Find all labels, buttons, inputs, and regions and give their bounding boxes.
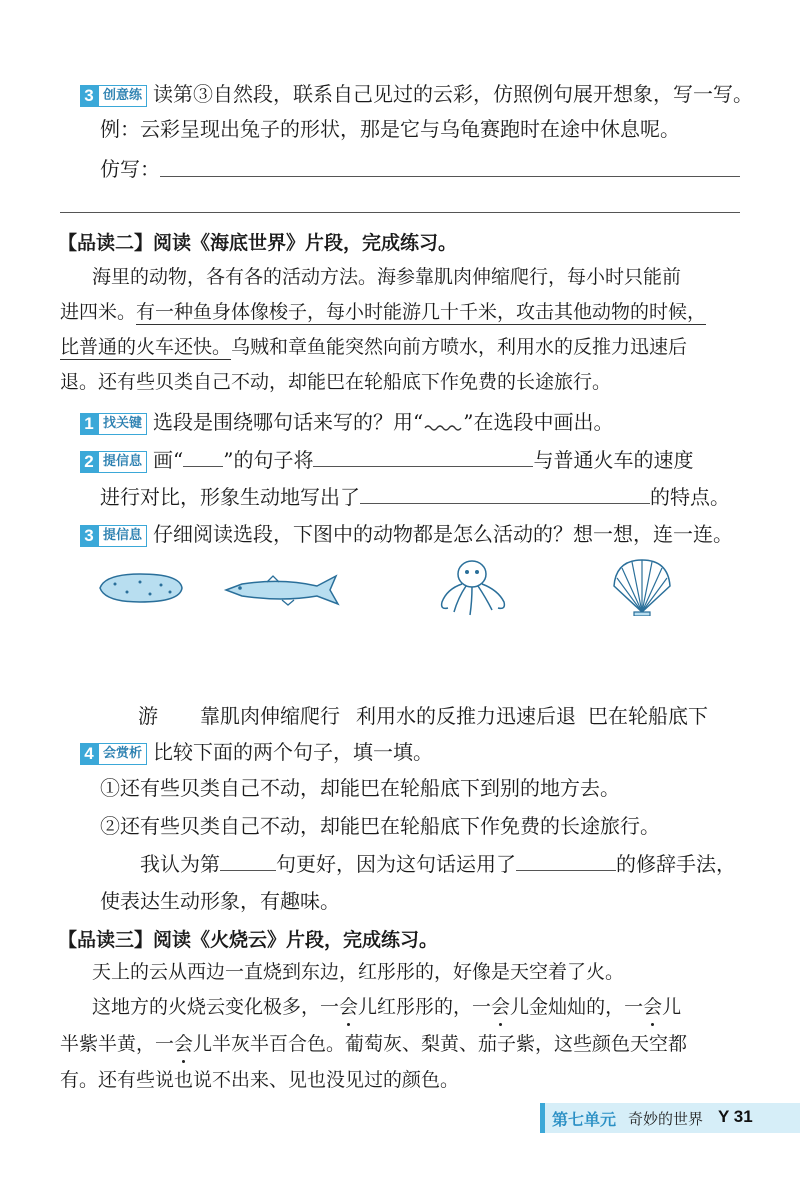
- answer-blank[interactable]: [360, 483, 650, 504]
- passage-line: [60, 1030, 687, 1058]
- question-text: ”在选段中画出。: [463, 410, 614, 434]
- question-tag: 提信息: [98, 525, 147, 547]
- passage-line: [60, 333, 687, 361]
- unit-label: 第七单元: [552, 1110, 617, 1129]
- answer-blank[interactable]: [313, 446, 533, 467]
- question-text: 比较下面的两个句子，填一填。: [153, 740, 434, 764]
- question-3-creative: [80, 80, 753, 108]
- question-text: 仔细阅读选段，下图中的动物都是怎么活动的？想一想，连一连。: [153, 522, 734, 546]
- question-text: 进行对比，形象生动地写出了: [100, 485, 360, 509]
- section-heading: 【品读二】阅读《海底世界》片段，完成练习。: [58, 232, 458, 254]
- question-text: 的修辞手法，: [616, 852, 736, 876]
- question-text: 我认为第: [140, 852, 220, 876]
- question-text: 选段是围绕哪句话来写的？用“: [153, 410, 424, 434]
- unit-title: 奇妙的世界: [628, 1110, 704, 1128]
- answer-line[interactable]: [60, 212, 740, 213]
- shell-icon[interactable]: [608, 556, 676, 616]
- question-number: 3: [80, 85, 98, 107]
- question-4: [80, 738, 433, 766]
- question-text: 句更好，因为这句话运用了: [276, 852, 516, 876]
- q4-answer-line2: 使表达生动形象，有趣味。: [100, 889, 340, 913]
- sea-cucumber-icon[interactable]: [95, 568, 185, 608]
- dotted-word: 一会儿: [472, 996, 530, 1018]
- page-number: Y 31: [718, 1107, 753, 1126]
- passage-text: 进四米。: [60, 301, 137, 323]
- question-tag: 提信息: [98, 451, 147, 473]
- question-text: ”的句子将: [223, 448, 314, 472]
- sentence-1: ①还有些贝类自己不动，却能巴在轮船底下到别的地方去。: [100, 776, 620, 800]
- sentence-2: ②还有些贝类自己不动，却能巴在轮船底下作免费的长途旅行。: [100, 814, 660, 838]
- dotted-word: 一会儿: [155, 1033, 213, 1055]
- question-tag: 找关键: [98, 413, 147, 435]
- answer-line[interactable]: [160, 176, 740, 177]
- question-number: 3: [80, 525, 98, 547]
- dotted-word: 一会儿: [320, 996, 378, 1018]
- passage-text: 金灿灿的，: [529, 996, 625, 1018]
- passage-line: [92, 993, 681, 1021]
- answer-blank[interactable]: [220, 850, 276, 871]
- underline-sample: [183, 446, 223, 467]
- question-text: 的特点。: [650, 485, 730, 509]
- underlined-sentence: 有一种鱼身体像梭子，每小时能游几十千米，攻击其他动物的时候，: [136, 301, 707, 323]
- answer-blank[interactable]: [516, 850, 616, 871]
- passage-text: 半灰半百合色。葡萄灰、梨黄、茄子紫，这些颜色天空都: [212, 1033, 688, 1055]
- passage-text: 乌贼和章鱼能突然向前方喷水，利用水的反推力迅速后: [231, 336, 688, 358]
- question-3-info: [80, 520, 733, 548]
- question-1: [80, 408, 613, 436]
- question-2: [80, 446, 693, 474]
- example-sentence: 例：云彩呈现出兔子的形状，那是它与乌龟赛跑时在途中休息呢。: [100, 117, 680, 141]
- footer-accent-bar: [540, 1103, 545, 1133]
- question-2-line2: [100, 483, 730, 511]
- passage-line: 海里的动物，各有各的活动方法。海参靠肌肉伸缩爬行，每小时只能前: [92, 266, 682, 288]
- underlined-sentence: 比普通的火车还快。: [60, 336, 232, 358]
- passage-text: 半紫半黄，: [60, 1033, 156, 1055]
- passage-text: 这地方的火烧云变化极多，: [92, 996, 321, 1018]
- question-number: 4: [80, 743, 98, 765]
- write-label: 仿写：: [100, 157, 160, 181]
- passage-line: 天上的云从西边一直烧到东边，红彤彤的，好像是天空着了火。: [92, 961, 625, 983]
- passage-line: [60, 298, 706, 326]
- fish-icon[interactable]: [222, 572, 342, 608]
- option-attach[interactable]: 巴在轮船底下: [588, 704, 708, 728]
- question-text: 读第③自然段，联系自己见过的云彩，仿照例句展开想象，写一写。: [153, 82, 754, 106]
- option-swim[interactable]: 游: [138, 704, 158, 728]
- option-jet[interactable]: 利用水的反推力迅速后退: [356, 704, 576, 728]
- dotted-word: 一会儿: [624, 996, 682, 1018]
- q4-answer-line: [140, 850, 736, 878]
- octopus-icon[interactable]: [432, 556, 512, 618]
- page-footer: [540, 1103, 800, 1133]
- question-tag: 创意练: [98, 85, 147, 107]
- passage-line: 退。还有些贝类自己不动，却能巴在轮船底下作免费的长途旅行。: [60, 371, 612, 393]
- question-text: 与普通火车的速度: [533, 448, 694, 472]
- question-number: 1: [80, 413, 98, 435]
- wavy-line-icon: [423, 414, 463, 434]
- question-tag: 会赏析: [98, 743, 147, 765]
- option-crawl[interactable]: 靠肌肉伸缩爬行: [200, 704, 340, 728]
- passage-text: 红彤彤的，: [377, 996, 473, 1018]
- section-heading: 【品读三】阅读《火烧云》片段，完成练习。: [58, 929, 439, 951]
- question-text: 画“: [153, 448, 184, 472]
- passage-line: 有。还有些说也说不出来、见也没见过的颜色。: [60, 1069, 460, 1091]
- question-number: 2: [80, 451, 98, 473]
